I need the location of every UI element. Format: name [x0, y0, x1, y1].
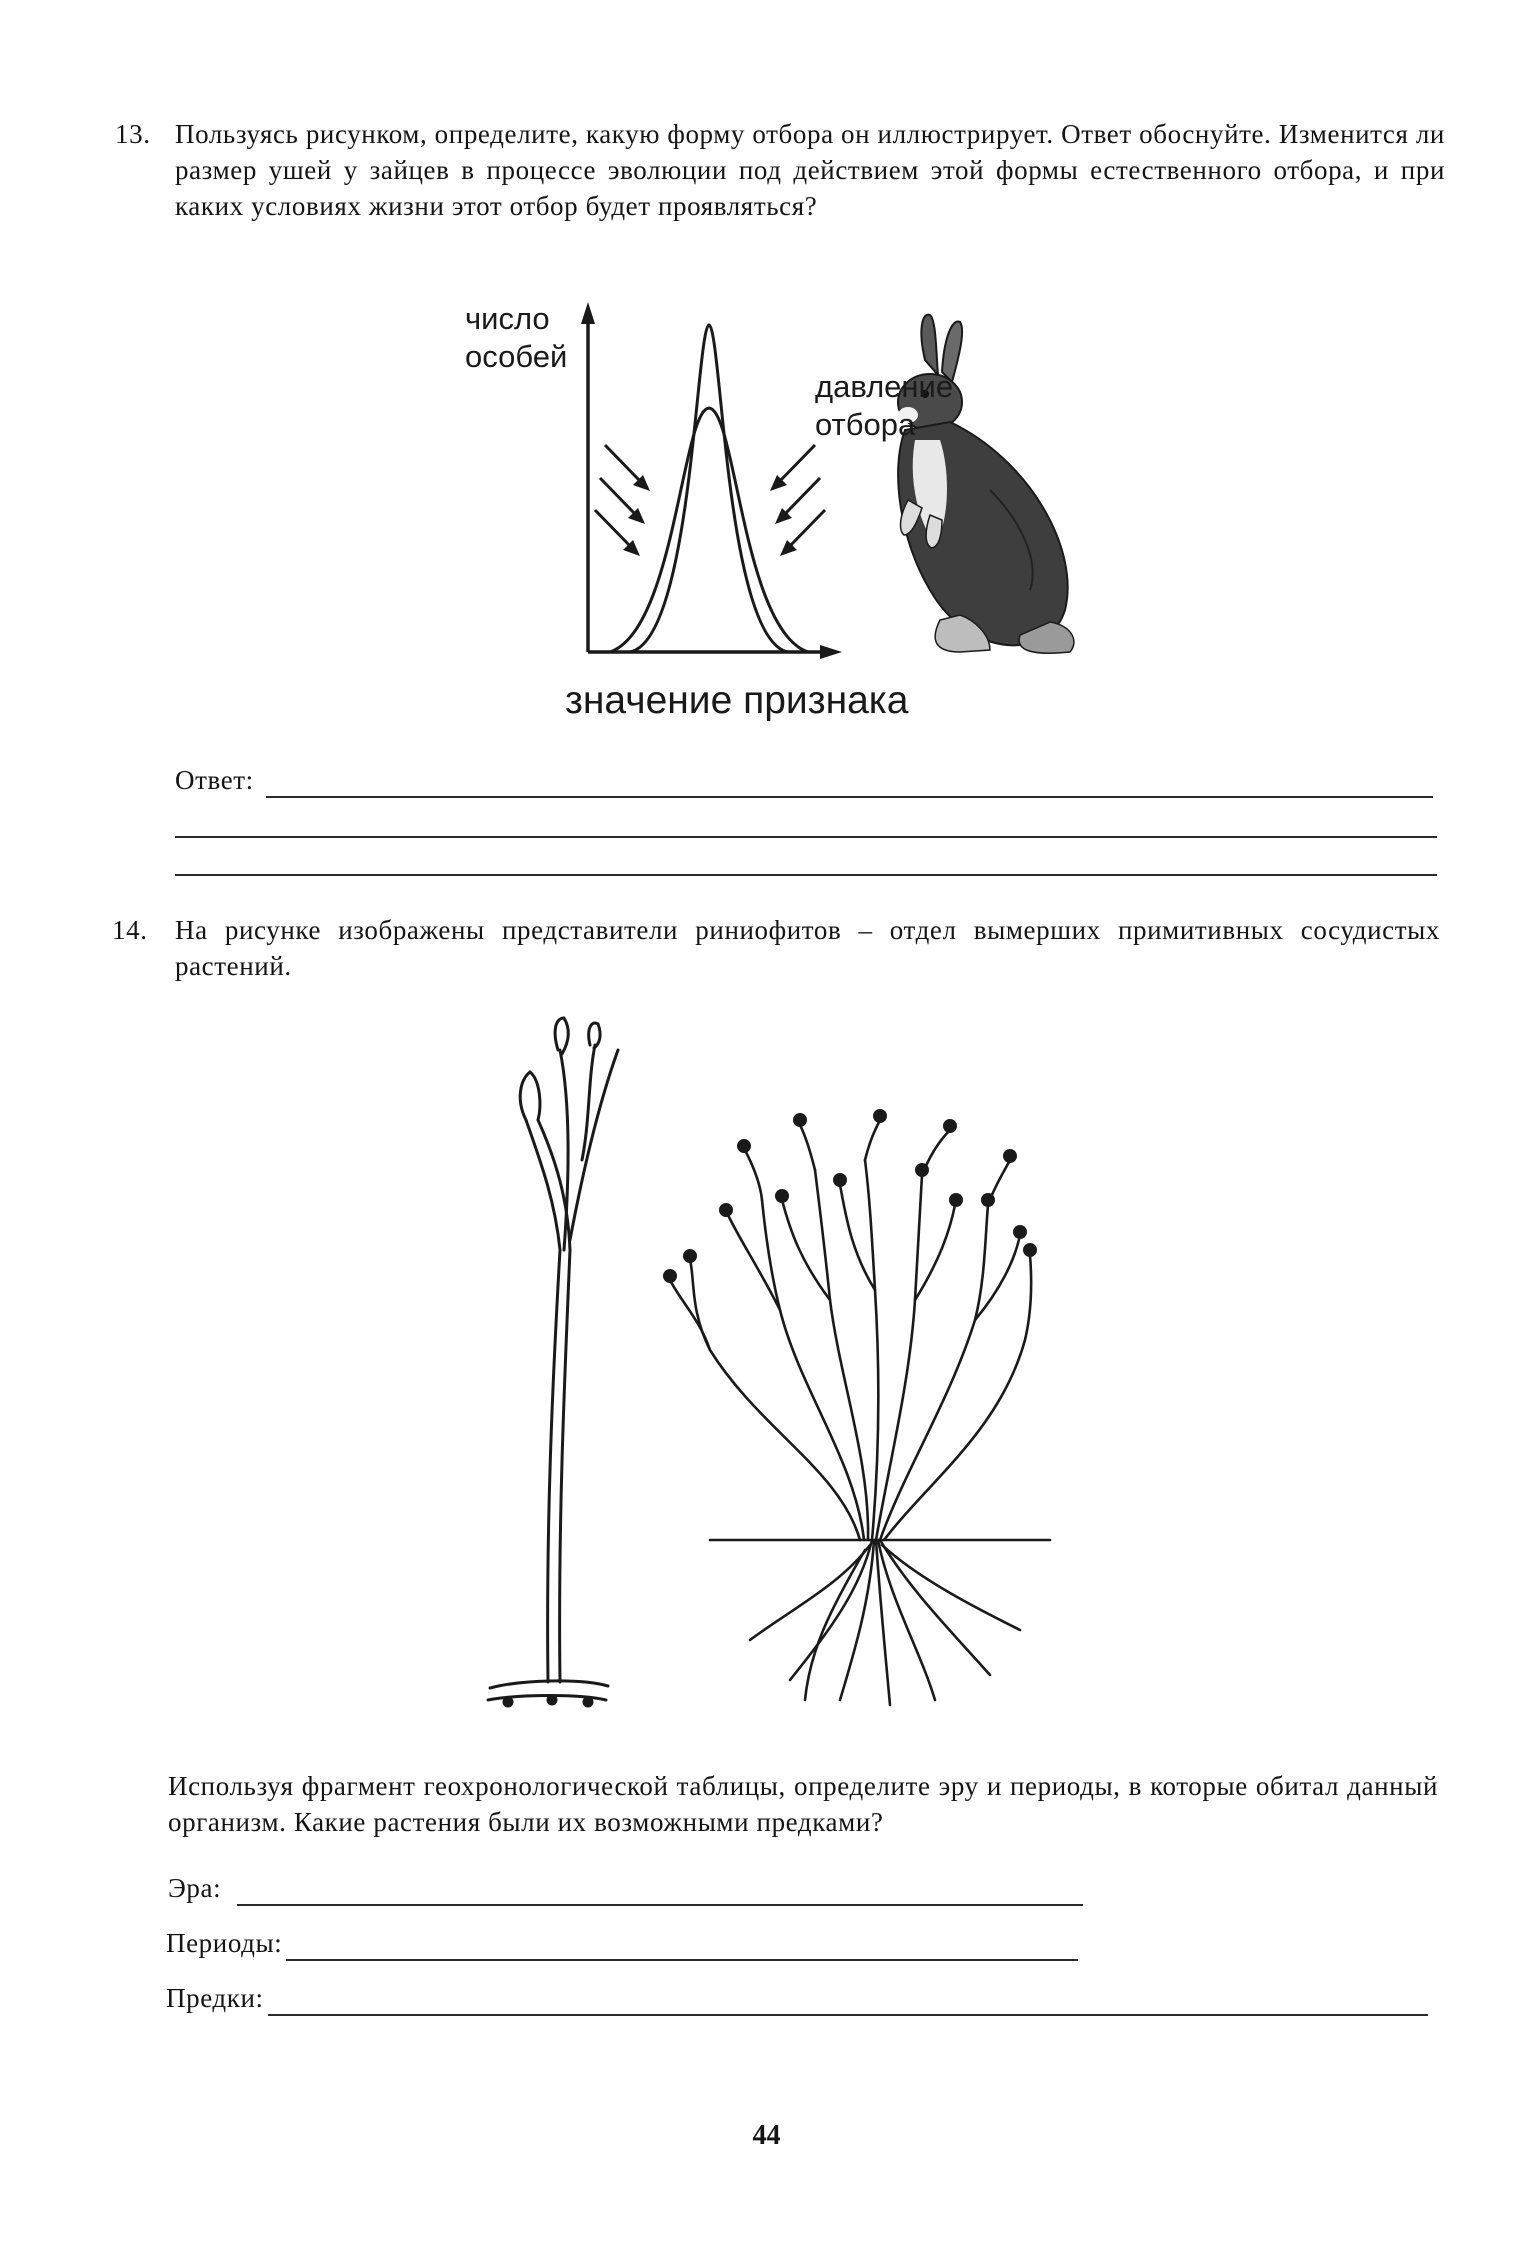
pressure-arrows-right [770, 445, 825, 556]
page-number: 44 [752, 2120, 781, 2151]
sporangia [663, 1109, 1037, 1283]
periods-row [166, 1925, 1078, 1961]
y-axis-label [465, 300, 567, 376]
era-row [168, 1870, 1083, 1906]
rhyniophyte-illustration [460, 1010, 1080, 1730]
ancestors-row [166, 1980, 1428, 2016]
y-axis-label-line2: особей [465, 339, 568, 374]
era-label: Эра: [168, 1873, 222, 1903]
question-14-text: На рисунке изображены представители риниофитов – отдел вымерших примитивных сосудистых растений. [175, 915, 1440, 981]
hare-illustration [898, 315, 1074, 654]
diagram-axes [581, 302, 842, 659]
pressure-label-line1: давление [815, 369, 954, 404]
narrow-distribution-curve [630, 325, 788, 652]
question-13-number: 13. [115, 119, 151, 149]
pressure-arrows-left [595, 445, 650, 556]
wide-distribution-curve [610, 408, 808, 652]
question-13-text: Пользуясь рисунком, определите, какую форму отбора он иллюстрирует. Ответ обоснуйте. Изменится ли размер ушей у зайцев в процессе эволюции под действием этой формы естественного отбора, и при каких условиях жизни этот отбор будет проявляться? [175, 119, 1445, 221]
pressure-label-line2: отбора [815, 407, 916, 442]
answer-line-1[interactable] [266, 770, 1433, 798]
ancestors-answer-line[interactable] [268, 1988, 1428, 2016]
x-axis-label: значение признака [565, 679, 909, 722]
rhyniophyte-single-stem [488, 1018, 618, 1706]
y-axis-label-line1: число [465, 301, 550, 336]
ancestors-label: Предки: [166, 1983, 264, 2013]
answer-label: Ответ: [175, 765, 254, 795]
answer-row [175, 762, 1433, 798]
question-14-task: Используя фрагмент геохронологической таблицы, определите эру и периоды, в которые обитал данный организм. Какие растения были их возможными предками? [168, 1771, 1438, 1837]
pressure-label [815, 368, 953, 444]
periods-answer-line[interactable] [286, 1933, 1078, 1961]
answer-line-3[interactable] [175, 874, 1437, 876]
question-14-number: 14. [112, 915, 148, 945]
era-answer-line[interactable] [237, 1878, 1083, 1906]
periods-label: Периоды: [166, 1928, 283, 1958]
answer-line-2[interactable] [175, 836, 1437, 838]
